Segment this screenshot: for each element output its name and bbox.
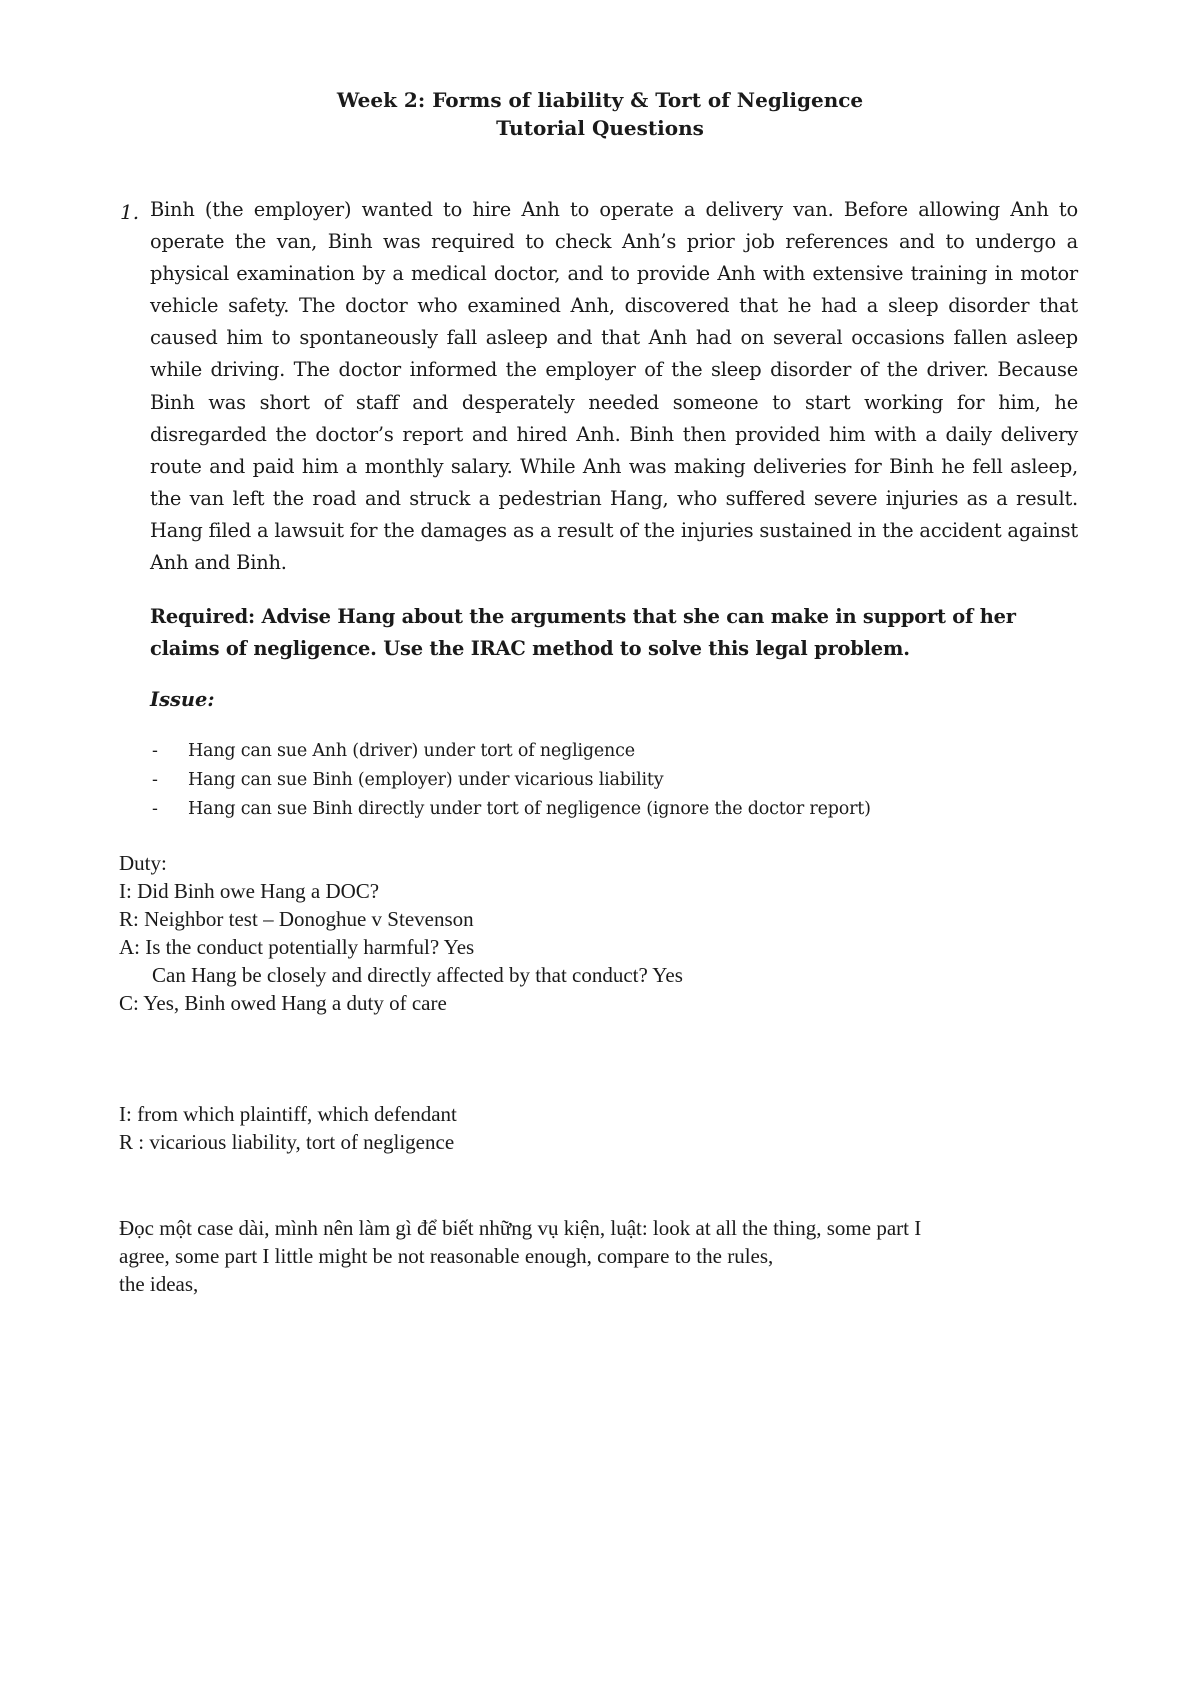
reading-note-line-2: agree, some part I little might be not reasonable enough, compare to the rules,	[119, 1244, 774, 1268]
duty-conclusion-line: C: Yes, Binh owed Hang a duty of care	[119, 991, 447, 1015]
title-line-2: Tutorial Questions	[496, 116, 704, 140]
issue-heading: Issue:	[150, 688, 215, 711]
duty-rule-line: R: Neighbor test – Donoghue v Stevenson	[119, 907, 474, 931]
required-instruction: Required: Advise Hang about the arguments that she can make in support of her claims of negligence. Use the IRAC method to solve this legal problem.	[150, 605, 1016, 660]
issue-item-text: Hang can sue Anh (driver) under tort of negligence	[188, 741, 635, 761]
ir-rule-line: R : vicarious liability, tort of negligence	[119, 1130, 455, 1154]
issue-item-text: Hang can sue Binh (employer) under vicarious liability	[188, 770, 664, 790]
list-item	[150, 737, 871, 766]
duty-heading: Duty:	[119, 851, 167, 875]
bullet-dash: -	[152, 741, 158, 761]
question-body: Binh (the employer) wanted to hire Anh to operate a delivery van. Before allowing Anh to operate the van, Binh was required to check Anh’s prior job references and to undergo a physical examination by a medical doctor, and to provide Anh with extensive training in motor vehicle safety. The doctor who examined Anh, discovered that he had a sleep disorder that caused him to spontaneously fall asleep and that Anh had on several occasions fallen asleep while driving. The doctor informed the employer of the sleep disorder of the driver. Because Binh was short of staff and desperately needed someone to start working for him, he disregarded the doctor’s report and hired Anh. Binh then provided him with a daily delivery route and paid him a monthly salary. While Anh was making deliveries for Binh he fell asleep, the van left the road and struck a pedestrian Hang, who suffered severe injuries as a result. Hang filed a lawsuit for the damages as a result of the injuries sustained in the accident against Anh and Binh.	[150, 198, 1078, 575]
issue-item-text: Hang can sue Binh directly under tort of negligence (ignore the doctor report)	[188, 799, 871, 819]
reading-note-line-3: the ideas,	[119, 1272, 199, 1296]
duty-notes	[119, 849, 683, 1017]
duty-issue-line: I: Did Binh owe Hang a DOC?	[119, 879, 380, 903]
bullet-dash: -	[152, 799, 158, 819]
question-number: 1.	[120, 200, 140, 224]
issue-list	[150, 737, 871, 824]
list-item	[150, 795, 871, 824]
duty-application-line-2: Can Hang be closely and directly affected by that conduct? Yes	[152, 963, 683, 987]
reading-notes	[119, 1214, 921, 1298]
title-line-1: Week 2: Forms of liability & Tort of Negligence	[336, 88, 864, 112]
ir-notes	[119, 1100, 457, 1156]
reading-note-line-1: Đọc một case dài, mình nên làm gì để biết những vụ kiện, luật: look at all the thing, some part I	[119, 1216, 922, 1240]
ir-issue-line: I: from which plaintiff, which defendant	[119, 1102, 457, 1126]
duty-application-line: A: Is the conduct potentially harmful? Yes	[119, 935, 475, 959]
bullet-dash: -	[152, 770, 158, 790]
document-title	[0, 86, 1200, 142]
list-item	[150, 766, 871, 795]
